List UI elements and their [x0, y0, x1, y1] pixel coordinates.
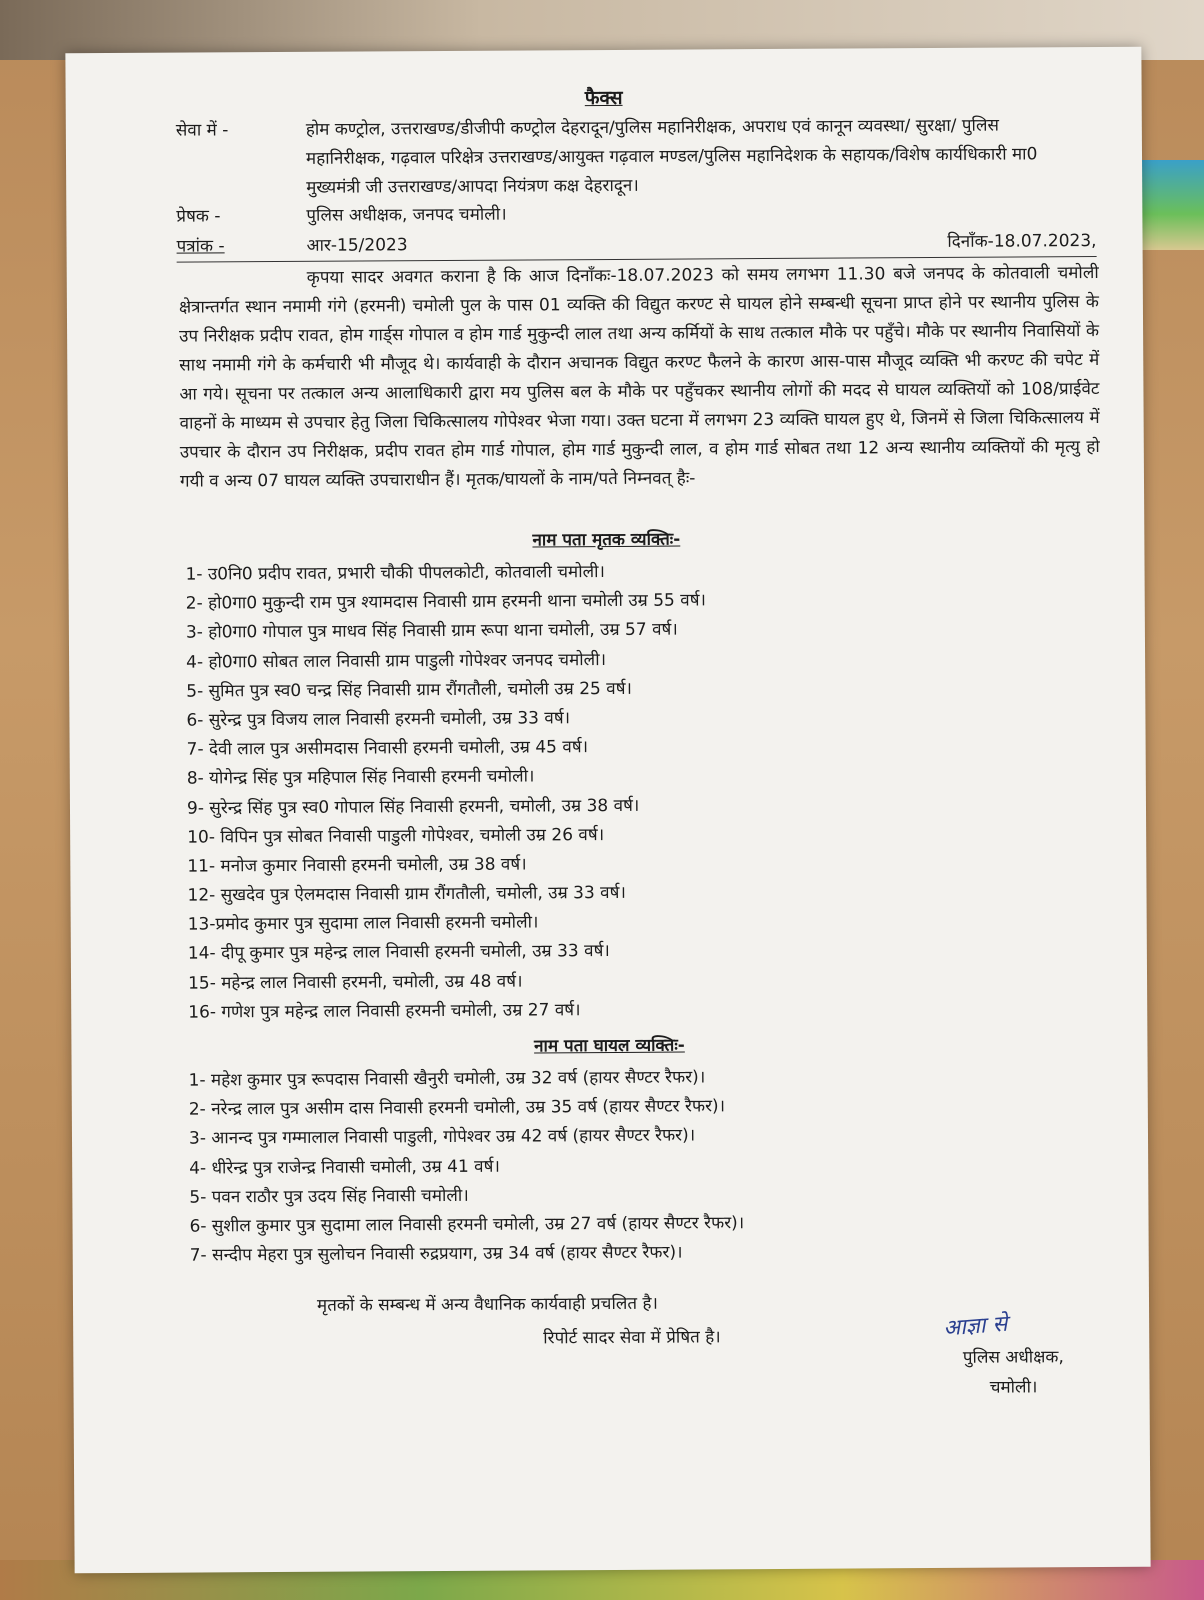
document-date: दिनाँक-18.07.2023,	[947, 231, 1097, 252]
deceased-list	[185, 555, 1088, 1027]
list-item: 12- सुखदेव पुत्र ऐलमदास निवासी ग्राम रौंगतौली, चमोली, उम्र 33 वर्ष।	[187, 882, 626, 906]
recipient-row	[176, 111, 1077, 206]
list-item: 9- सुरेन्द्र सिंह पुत्र स्व0 गोपाल सिंह निवासी हरमनी, चमोली, उम्र 38 वर्ष।	[186, 795, 640, 819]
list-item: 7- सन्दीप मेहरा पुत्र सुलोचन निवासी रुद्रप्रयाग, उम्र 34 वर्ष (हायर सैण्टर रैफर)।	[189, 1242, 683, 1266]
list-item: 4- हो0गा0 सोबत लाल निवासी ग्राम पाडुली गोपेश्वर जनपद चमोली।	[186, 649, 607, 673]
list-item: 6- सुशील कुमार पुत्र सुदामा लाल निवासी हरमनी चमोली, उम्र 27 वर्ष (हायर सैण्टर रैफर)।	[189, 1213, 745, 1237]
list-item: 3- हो0गा0 गोपाल पुत्र माधव सिंह निवासी ग्राम रूपा थाना चमोली, उम्र 57 वर्ष।	[185, 619, 678, 643]
list-item: 10- विपिन पुत्र सोबत निवासी पाडुली गोपेश्वर, चमोली उम्र 26 वर्ष।	[187, 824, 605, 848]
report-body: कृपया सादर अवगत कराना है कि आज दिनाँकः-18.07.2023 को समय लगभग 11.30 बजे जनपद के कोतवाली चमोली क्षेत्रान्तर्गत स्थान नमामी गंगे (हरमनी) चमोली पुल के पास 01 व्यक्ति की विद्युत करण्ट से घायल होने सम्बन्धी सूचना प्राप्त होने पर स्थानीय पुलिस के उप निरीक्षक प्रदीप रावत, होम गार्ड्स गोपाल व होम गार्ड मुकुन्दी लाल तथा अन्य कर्मियों के साथ तत्काल मौके पर पहुँचे। मौके पर स्थानीय निवासियों के साथ नमामी गंगे के कर्मचारी भी मौजूद थे। कार्यवाही के दौरान अचानक विद्युत करण्ट फैलने के कारण आस-पास मौजूद व्यक्ति भी करण्ट की चपेट में आ गये। सूचना पर तत्काल अन्य आलाधिकारी द्वारा मय पुलिस बल के मौके पर पहुँचकर स्थानीय लोगों की मदद से घायल व्यक्तियों को 108/प्राईवेट वाहनों के माध्यम से उपचार हेतु जिला चिकित्सालय गोपेश्वर भेजा गया। उक्त घटना में लगभग 23 व्यक्ति घायल हुए थे, जिनमें से जिला चिकित्सालय में उपचार के दौरान उप निरीक्षक, प्रदीप रावत होम गार्ड गोपाल, होम गार्ड मुकुन्दी लाल, व होम गार्ड सोबत तथा 12 अन्य स्थानीय व्यक्तियों की मृत्यु हो गयी व अन्य 07 घायल व्यक्ति उपचाराधीन हैं। मृतक/घायलों के नाम/पते निम्नवत् हैः-	[178, 262, 1100, 492]
document-title: फैक्स	[584, 86, 623, 110]
list-item: 14- दीपू कुमार पुत्र महेन्द्र लाल निवासी हरमनी चमोली, उम्र 33 वर्ष।	[187, 941, 610, 965]
background-notebook-edge	[1134, 160, 1204, 250]
reference-number: आर-15/2023	[306, 235, 408, 256]
reference-label: पत्रांक -	[176, 236, 225, 257]
list-item: 4- धीरेन्द्र पुत्र राजेन्द्र निवासी चमोली, उम्र 41 वर्ष।	[189, 1156, 500, 1179]
list-item: 16- गणेश पुत्र महेन्द्र लाल निवासी हरमनी चमोली, उम्र 27 वर्ष।	[188, 999, 581, 1023]
sender-value: पुलिस अधीक्षक, जनपद चमोली।	[306, 204, 507, 226]
sender-label: प्रेषक -	[176, 206, 221, 227]
signatory-title: पुलिस अधीक्षक,	[962, 1347, 1064, 1368]
list-item: 7- देवी लाल पुत्र असीमदास निवासी हरमनी चमोली, उम्र 45 वर्ष।	[186, 737, 589, 760]
recipient-value: होम कण्ट्रोल, उत्तराखण्ड/डीजीपी कण्ट्रोल देहरादून/पुलिस महानिरीक्षक, अपराध एवं कानून व्यवस्था/ सुरक्षा/ पुलिस महानिरीक्षक, गढ़वाल परिक्षेत्र उत्तराखण्ड/आयुक्त गढ़वाल मण्डल/पुलिस महानिदेशक के सहायक/विशेष कार्यधिकारी मा0 मुख्यमंत्री जी उत्तराखण्ड/आपदा नियंत्रण कक्ष देहरादून।	[305, 115, 1038, 198]
injured-heading: नाम पता घायल व्यक्तिः-	[534, 1035, 685, 1057]
injured-list	[189, 1061, 1090, 1271]
list-item: 2- हो0गा0 मुकुन्दी राम पुत्र श्यामदास निवासी ग्राम हरमनी थाना चमोली उम्र 55 वर्ष।	[185, 590, 707, 614]
list-item: 1- उ0नि0 प्रदीप रावत, प्रभारी चौकी पीपलकोटी, कोतवाली चमोली।	[185, 562, 606, 585]
closing-line-1: मृतकों के सम्बन्ध में अन्य वैधानिक कार्यवाही प्रचलित है।	[316, 1293, 658, 1316]
closing-line-2: रिपोर्ट सादर सेवा में प्रेषित है।	[543, 1327, 721, 1349]
list-item: 11- मनोज कुमार निवासी हरमनी चमोली, उम्र 38 वर्ष।	[187, 854, 527, 877]
list-item: 8- योगेन्द्र सिंह पुत्र महिपाल सिंह निवासी हरमनी चमोली।	[186, 766, 535, 789]
list-item: 5- पवन राठौर पुत्र उदय सिंह निवासी चमोली।	[189, 1185, 469, 1208]
list-item: 3- आनन्द पुत्र गम्मालाल निवासी पाडुली, गोपेश्वर उम्र 42 वर्ष (हायर सैण्टर रैफर)।	[188, 1125, 696, 1149]
deceased-heading: नाम पता मृतक व्यक्तिः-	[532, 529, 681, 551]
signatory-place: चमोली।	[989, 1377, 1038, 1398]
fax-document	[65, 47, 1150, 1574]
recipient-label: सेवा में -	[175, 120, 229, 141]
list-item: 5- सुमित पुत्र स्व0 चन्द्र सिंह निवासी ग्राम रौंगतौली, चमोली उम्र 25 वर्ष।	[186, 678, 633, 702]
list-item: 2- नरेन्द्र लाल पुत्र असीम दास निवासी हरमनी चमोली, उम्र 35 वर्ष (हायर सैण्टर रैफर)।	[188, 1096, 726, 1120]
reference-row	[176, 227, 1096, 263]
signature: आज्ञा से	[942, 1311, 1009, 1342]
list-item: 15- महेन्द्र लाल निवासी हरमनी, चमोली, उम्र 48 वर्ष।	[187, 971, 523, 994]
list-item: 13-प्रमोद कुमार पुत्र सुदामा लाल निवासी हरमनी चमोली।	[187, 912, 539, 935]
list-item: 6- सुरेन्द्र पुत्र विजय लाल निवासी हरमनी चमोली, उम्र 33 वर्ष।	[186, 708, 571, 731]
list-item: 1- महेश कुमार पुत्र रूपदास निवासी खैनुरी चमोली, उम्र 32 वर्ष (हायर सैण्टर रैफर)।	[188, 1067, 706, 1091]
